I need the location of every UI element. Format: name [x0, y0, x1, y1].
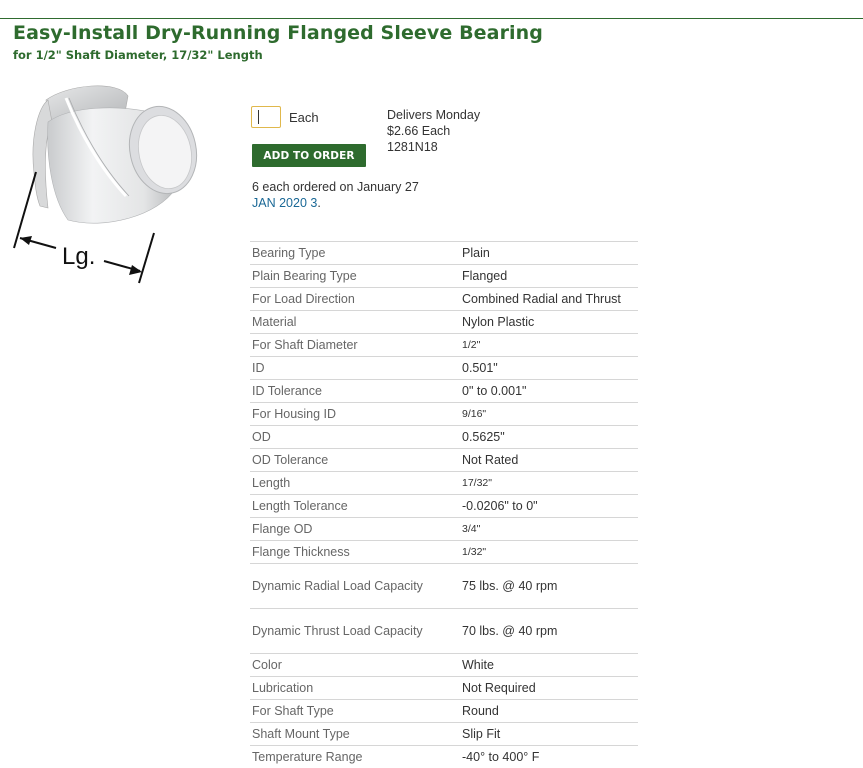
spec-row — [250, 609, 638, 654]
spec-label: Plain Bearing Type — [252, 269, 357, 283]
spec-label: Length Tolerance — [252, 499, 348, 513]
spec-value: Round — [462, 704, 499, 718]
spec-row — [250, 426, 638, 449]
spec-value: Combined Radial and Thrust — [462, 292, 621, 306]
page-subtitle: for 1/2" Shaft Diameter, 17/32" Length — [13, 48, 263, 62]
spec-label: OD Tolerance — [252, 453, 329, 467]
spec-value: 0.501" — [462, 361, 498, 375]
spec-label: OD — [252, 430, 271, 444]
spec-row — [250, 242, 638, 265]
spec-label: For Load Direction — [252, 292, 355, 306]
spec-row — [250, 403, 638, 426]
part-number: 1281N18 — [387, 140, 438, 154]
delivery-info — [387, 107, 480, 155]
spec-label: Flange OD — [252, 522, 313, 536]
spec-value: 1/32" — [462, 546, 487, 558]
spec-row — [250, 518, 638, 541]
spec-value: 3/4" — [462, 523, 481, 535]
spec-value: White — [462, 658, 494, 672]
spec-value: Not Required — [462, 681, 536, 695]
spec-row — [250, 334, 638, 357]
spec-value: Nylon Plastic — [462, 315, 535, 329]
order-history-suffix: . — [317, 196, 321, 210]
spec-label: Shaft Mount Type — [252, 727, 350, 741]
spec-row — [250, 746, 638, 768]
spec-row — [250, 654, 638, 677]
spec-row — [250, 677, 638, 700]
spec-label: Length — [252, 476, 291, 490]
delivery-date: Delivers Monday — [387, 108, 481, 122]
spec-label: For Shaft Type — [252, 704, 334, 718]
order-history — [252, 179, 419, 211]
spec-row — [250, 357, 638, 380]
text-cursor — [258, 110, 259, 124]
spec-row — [250, 380, 638, 403]
spec-row — [250, 288, 638, 311]
spec-value: 1/2" — [462, 339, 481, 351]
spec-row — [250, 700, 638, 723]
bearing-product-image — [8, 78, 213, 288]
quantity-input[interactable] — [251, 106, 281, 128]
order-history-text: 6 each ordered on January 27 — [252, 180, 419, 194]
spec-label: Temperature Range — [252, 750, 363, 764]
spec-value: 0.5625" — [462, 430, 505, 444]
spec-value: Slip Fit — [462, 727, 501, 741]
add-to-order-button[interactable]: ADD TO ORDER — [252, 144, 366, 167]
page-title: Easy-Install Dry-Running Flanged Sleeve Bearing — [13, 22, 544, 44]
spec-value: Plain — [462, 246, 490, 260]
spec-value: Not Rated — [462, 453, 519, 467]
spec-label: Dynamic Radial Load Capacity — [252, 579, 423, 593]
spec-row — [250, 265, 638, 288]
spec-row — [250, 723, 638, 746]
spec-row — [250, 564, 638, 609]
spec-label: ID — [252, 361, 265, 375]
spec-value: Flanged — [462, 269, 508, 283]
spec-label: Flange Thickness — [252, 545, 350, 559]
spec-label: Lubrication — [252, 681, 314, 695]
unit-price: $2.66 Each — [387, 124, 451, 138]
unit-label: Each — [289, 110, 319, 125]
spec-row — [250, 472, 638, 495]
spec-value: -0.0206" to 0" — [462, 499, 538, 513]
spec-value: 9/16" — [462, 408, 487, 420]
spec-label: Color — [252, 658, 282, 672]
spec-table — [250, 241, 638, 768]
spec-label: Bearing Type — [252, 246, 326, 260]
spec-label: Material — [252, 315, 297, 329]
order-history-link[interactable]: JAN 2020 3 — [252, 196, 318, 210]
spec-label: ID Tolerance — [252, 384, 322, 398]
top-divider — [0, 18, 863, 19]
spec-row — [250, 449, 638, 472]
spec-value: 17/32" — [462, 477, 493, 489]
spec-row — [250, 541, 638, 564]
spec-value: -40° to 400° F — [462, 750, 540, 764]
spec-row — [250, 311, 638, 334]
spec-label: For Shaft Diameter — [252, 338, 358, 352]
spec-value: 70 lbs. @ 40 rpm — [462, 624, 558, 638]
spec-label: For Housing ID — [252, 407, 337, 421]
length-label: Lg. — [62, 243, 96, 270]
spec-label: Dynamic Thrust Load Capacity — [252, 624, 423, 638]
spec-value: 75 lbs. @ 40 rpm — [462, 579, 558, 593]
spec-row — [250, 495, 638, 518]
spec-value: 0" to 0.001" — [462, 384, 527, 398]
